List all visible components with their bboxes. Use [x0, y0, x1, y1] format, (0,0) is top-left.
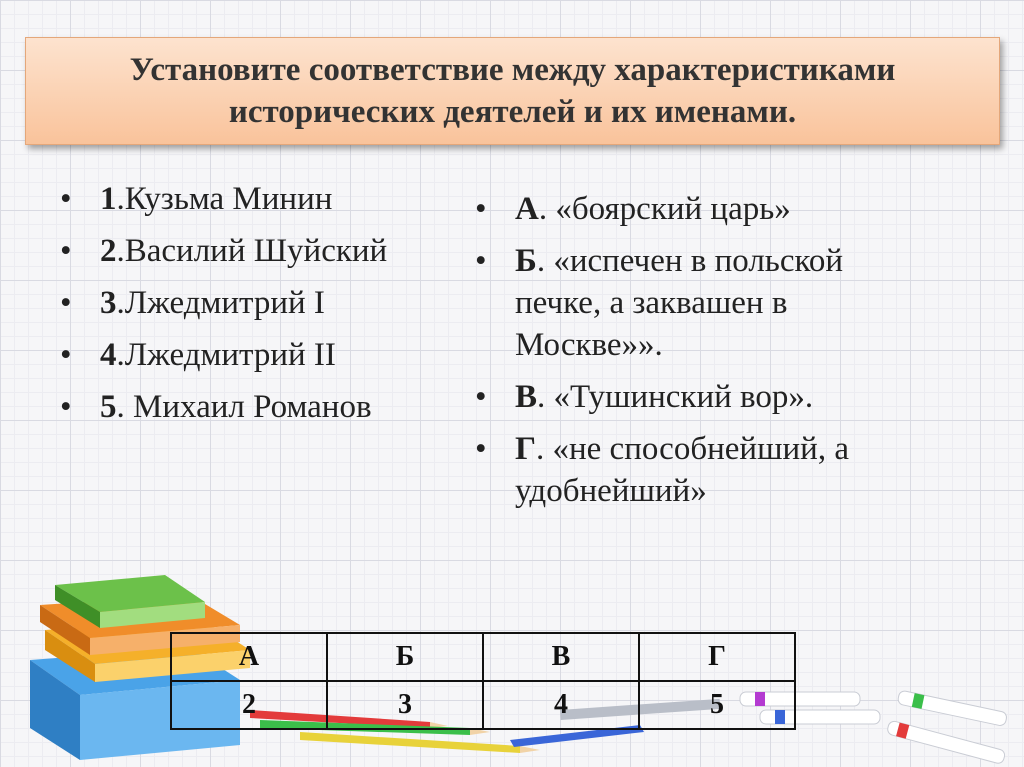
- bullet: •: [475, 191, 487, 227]
- names-list: [60, 178, 400, 438]
- table-cell: 3: [327, 681, 483, 729]
- slide-title: Установите соответствие между характеристиками исторических деятелей и их именами.: [129, 52, 896, 130]
- bullet: •: [60, 181, 72, 217]
- list-item: [475, 376, 935, 418]
- item-letter: Б: [515, 243, 537, 279]
- item-text: . «Тушинский вор».: [537, 379, 814, 415]
- item-text: .Кузьма Минин: [116, 181, 333, 217]
- item-number: 5: [100, 389, 117, 425]
- item-number: 4: [100, 337, 117, 373]
- table-row: [171, 681, 795, 729]
- table-header-cell: Г: [639, 633, 795, 681]
- list-item: [475, 428, 935, 512]
- item-text: . «боярский царь»: [538, 191, 791, 227]
- item-number: 3: [100, 285, 117, 321]
- list-item: [475, 240, 935, 366]
- list-item: [60, 386, 400, 428]
- item-number: 2: [100, 233, 117, 269]
- item-text: .Василий Шуйский: [116, 233, 388, 269]
- table-header-row: [171, 633, 795, 681]
- bullet: •: [60, 285, 72, 321]
- item-text: . Михаил Романов: [116, 389, 372, 425]
- list-item: [60, 282, 400, 324]
- answer-table: [170, 632, 796, 730]
- item-text: . «не способнейший, а удобнейший»: [515, 431, 849, 509]
- table-header-cell: А: [171, 633, 327, 681]
- item-letter: В: [515, 379, 538, 415]
- item-number: 1: [100, 181, 117, 217]
- item-text: . «испечен в польской печке, а заквашен в Москве»».: [515, 243, 844, 363]
- list-item: [475, 188, 935, 230]
- list-item: [60, 178, 400, 220]
- bullet: •: [60, 233, 72, 269]
- table-header-cell: Б: [327, 633, 483, 681]
- bullet: •: [60, 337, 72, 373]
- bullet: •: [475, 379, 487, 415]
- list-item: [60, 334, 400, 376]
- table-cell: 5: [639, 681, 795, 729]
- item-text: .Лжедмитрий I: [116, 285, 325, 321]
- bullet: •: [60, 389, 72, 425]
- item-text: .Лжедмитрий II: [116, 337, 336, 373]
- item-letter: Г: [515, 431, 536, 467]
- item-letter: А: [515, 191, 539, 227]
- list-item: [60, 230, 400, 272]
- title-box: [25, 37, 1000, 145]
- bullet: •: [475, 243, 487, 279]
- characteristics-list: [475, 188, 935, 522]
- table-cell: 2: [171, 681, 327, 729]
- table-cell: 4: [483, 681, 639, 729]
- bullet: •: [475, 431, 487, 467]
- table-header-cell: В: [483, 633, 639, 681]
